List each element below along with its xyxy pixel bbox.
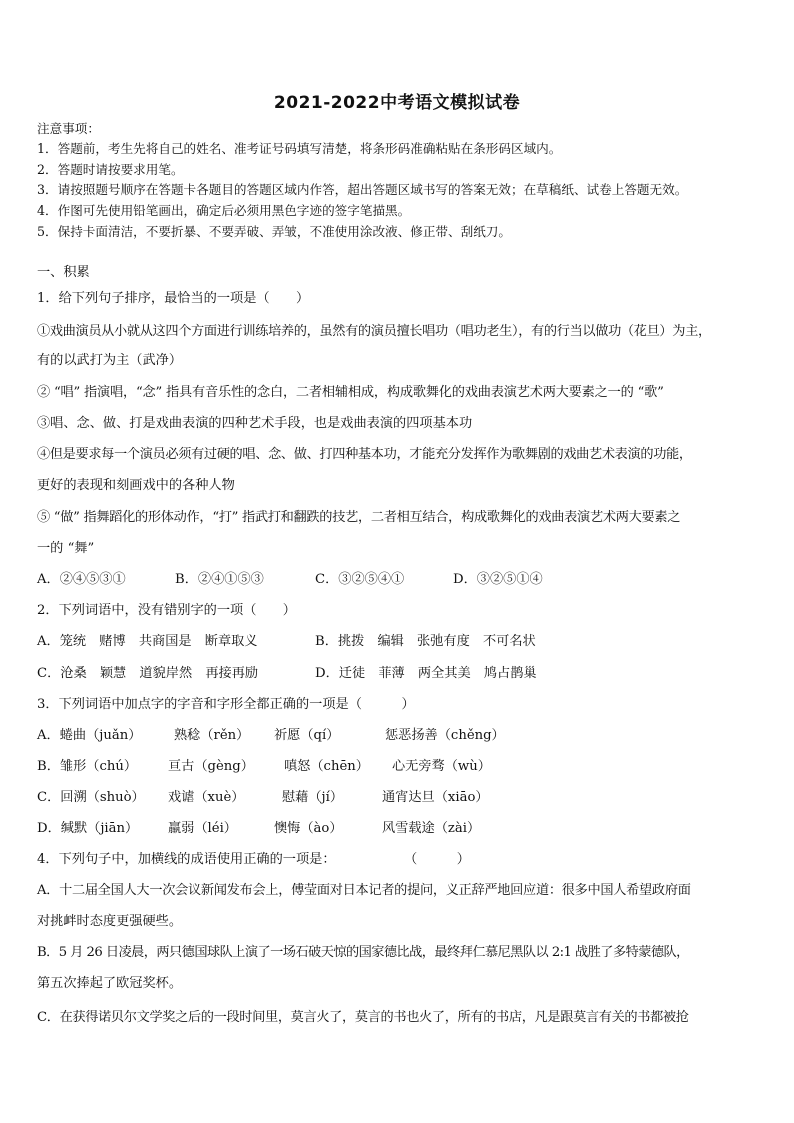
option-c[interactable]: C．③②⑤④① [315,572,405,587]
sentence-2: ② “唱” 指演唱，“念” 指具有音乐性的念白，二者相辅相成，构成歌舞化的戏曲表演艺术两大要素之一的 “歌” [37,385,664,400]
question-1-stem: 1．给下列句子排序，最恰当的一项是（ ） [37,291,310,306]
option-c[interactable]: C．在获得诺贝尔文学奖之后的一段时间里，莫言火了，莫言的书也火了，所有的书店，凡是跟莫言有关的书都被抢 [37,1010,689,1025]
option-b-cont: 第五次捧起了欧冠奖杯。 [37,976,183,991]
word: 熟稔（rěn） [174,728,250,743]
notice-item: 1．答题前，考生先将自己的姓名、准考证号码填写清楚，将条形码准确粘贴在条形码区域内。 [37,141,562,156]
notice-item: 2．答题时请按要求用笔。 [37,162,184,177]
sentence-5: ⑤ “做” 指舞蹈化的形体动作，“打” 指武打和翻跌的技艺，二者相互结合，构成歌舞化的戏曲表演艺术两大要素之 [37,510,681,525]
sentence-5-cont: 一的 “舞” [37,541,95,556]
sentence-4: ④但是要求每一个演员必须有过硬的唱、念、做、打四种基本功，才能充分发挥作为歌舞剧的戏曲艺术表演的功能， [37,447,692,462]
option-a-cont: 对挑衅时态度更强硬些。 [37,914,183,929]
option-b[interactable]: B．5 月 26 日凌晨，两只德国球队上演了一场石破天惊的国家德比战，最终拜仁慕尼黑队以 2:1 战胜了多特蒙德队， [37,945,689,960]
word: 惩恶扬善（chěng） [385,728,505,743]
word: 风雪载途（zài） [382,821,481,836]
option-c[interactable]: C．沧桑 颖慧 道貌岸然 再接再励 [37,666,259,681]
word: 嗔怒（chēn） [284,759,369,774]
question-2-stem: 2．下列词语中，没有错别字的一项（ ） [37,603,296,618]
sentence-1: ①戏曲演员从小就从这四个方面进行训练培养的，虽然有的演员擅长唱功（唱功老生），有的行当以做功（花旦）为主， [37,324,711,339]
section-heading: 一、积累 [37,265,90,280]
sentence-3: ③唱、念、做、打是戏曲表演的四种艺术手段，也是戏曲表演的四项基本功 [37,416,473,431]
notice-heading: 注意事项： [37,121,100,136]
option-d-word: D．缄默（jiān） [37,821,139,836]
option-b[interactable]: B．②④①⑤③ [175,572,264,587]
option-d[interactable]: D．迁徒 菲薄 两全其美 鸠占鹊巢 [315,666,537,681]
option-a-word: A．蜷曲（juǎn） [37,728,142,743]
sentence-4-cont: 更好的表现和刻画戏中的各种人物 [37,478,235,493]
option-d[interactable]: D．③②⑤①④ [453,572,543,587]
notice-item: 4．作图可先使用铅笔画出，确定后必须用黑色字迹的签字笔描黑。 [37,203,411,218]
sentence-1-cont: 有的以武打为主（武净） [37,353,183,368]
option-b-word: B．雏形（chú） [37,759,138,774]
notice-item: 3．请按照题号顺序在答题卡各题目的答题区域内作答，超出答题区域书写的答案无效；在草稿纸、试卷上答题无效。 [37,182,688,197]
word: 亘古（gèng） [168,759,254,774]
word: 心无旁骛（wù） [392,759,491,774]
word: 慰藉（jí） [282,790,344,805]
option-b[interactable]: B．挑拨 编辑 张弛有度 不可名状 [315,634,536,649]
word: 通宵达旦（xiāo） [382,790,489,805]
option-c-word: C．回溯（shuò） [37,790,145,805]
word: 羸弱（léi） [168,821,237,836]
option-a[interactable]: A．笼统 赌博 共商国是 断章取义 [37,634,258,649]
page-title: 2021-2022中考语文模拟试卷 [273,93,521,113]
word: 戏谑（xuè） [168,790,245,805]
answer-blank: （ ） [404,852,470,867]
notice-item: 5．保持卡面清洁，不要折暴、不要弄破、弄皱，不准使用涂改液、修正带、刮纸刀。 [37,224,511,239]
question-4-stem: 4．下列句子中，加横线的成语使用正确的一项是： [37,852,336,867]
word: 祈愿（qí） [274,728,340,743]
question-3-stem: 3．下列词语中加点字的字音和字形全都正确的一项是（ ） [37,697,415,712]
option-a[interactable]: A．②④⑤③① [37,572,126,587]
word: 懊悔（ào） [274,821,343,836]
option-a[interactable]: A．十二届全国人大一次会议新闻发布会上，傅莹面对日本记者的提问，义正辞严地回应道：很多中国人希望政府面 [37,883,691,898]
